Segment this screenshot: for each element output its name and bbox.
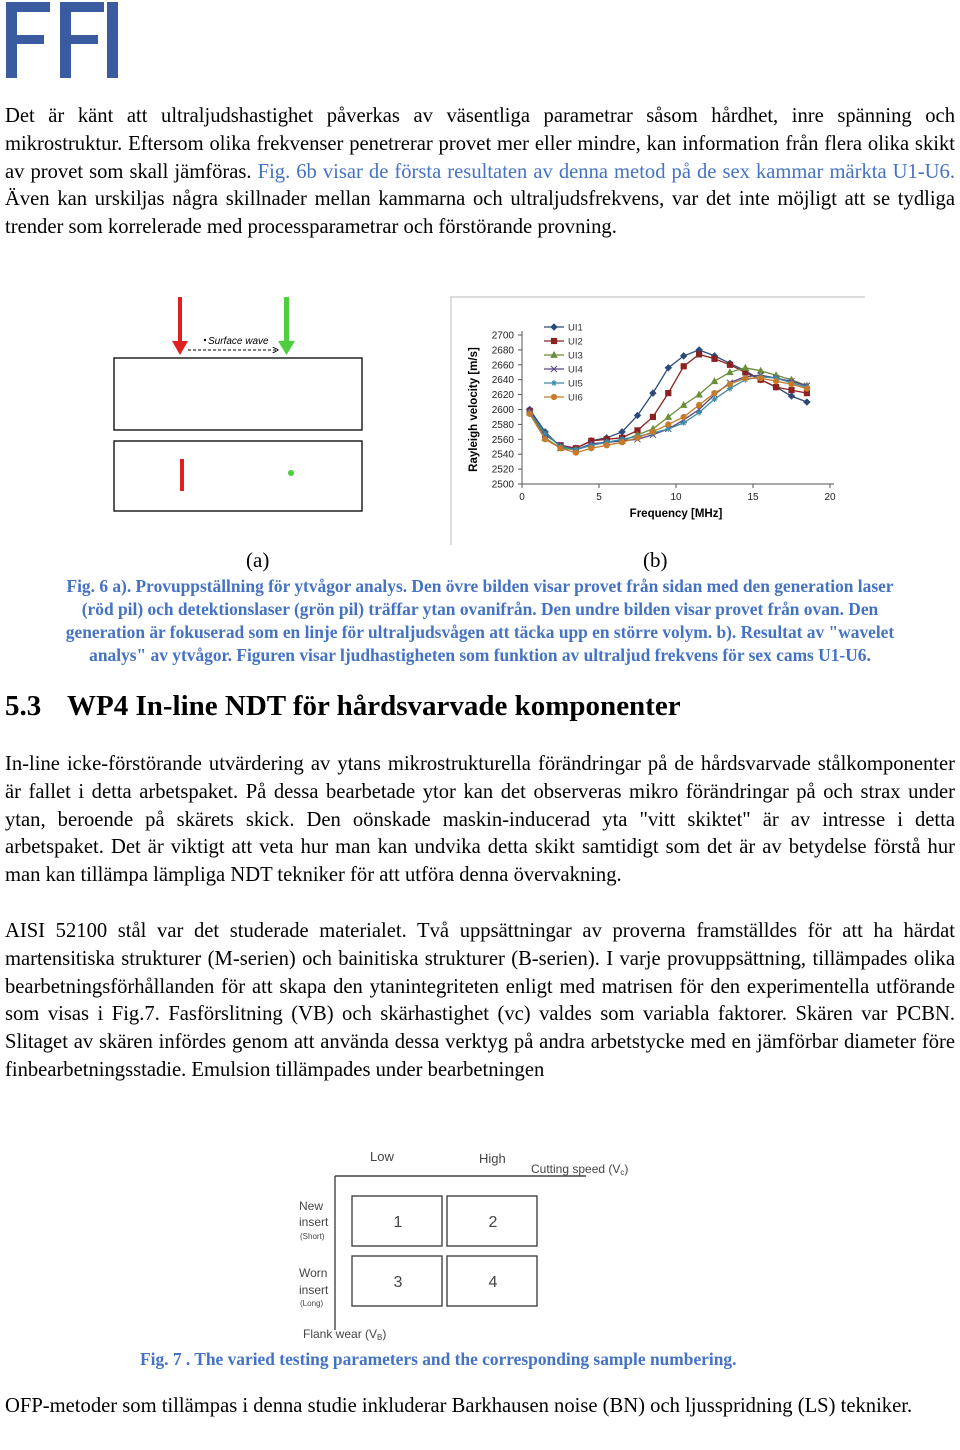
chart-point-ui6 [697,402,702,407]
intro-paragraph [5,103,955,242]
section-title: WP4 In-line NDT för hårdsvarvade komponenter [67,690,681,722]
intro-text-1: Det är känt att ultraljudshastighet påverkas av väsentliga parametrar såsom hårdhet, inre spänning och mikrostruktur. Eftersom olika frekvenser penetrerar provet mer eller mindre, kan information från flera olika skikt av provet som skall jämföras. [5,105,955,183]
fig6b-reference: Fig. 6b visar de första resultaten av denna metod på de sex kammar märkta U1-U6. [257,160,955,183]
chart-point-ui2 [712,356,717,361]
svg-text:insert: insert [299,1215,329,1229]
chart-y-tick-label: 2580 [491,419,514,431]
chart-point-ui1 [789,393,795,399]
fig6b-sublabel: (b) [643,548,668,572]
chart-y-tick-label: 2500 [491,479,514,491]
chart-point-ui2 [774,385,779,390]
legend-marker [551,338,556,343]
legend-label-ui6: UI6 [568,392,583,404]
chart-point-ui6 [727,382,732,387]
chart-point-ui6 [527,411,532,416]
chart-y-tick-label: 2660 [491,360,514,372]
chart-point-ui6 [589,446,594,451]
intro-text-2: Även kan urskiljas några skillnader mellan kammarna och ultraljudsfrekvens, var det inte möjligt att se tydliga trender som korrelerade med processparametrar och förstörande provning. [5,188,955,239]
legend-label-ui5: UI5 [568,378,583,390]
chart-point-ui6 [635,435,640,440]
fig7-col-low: Low [370,1149,394,1164]
svg-text:(Long): (Long) [300,1299,324,1308]
svg-text:New: New [299,1199,324,1213]
chart-point-ui6 [758,376,763,381]
legend-label-ui2: UI2 [568,336,583,348]
fig6-caption-line: Fig. 6 a). Provuppställning för ytvågor analys. Den övre bilden visar provet från sidan med den generation laser [66,576,894,596]
chart-y-tick-label: 2680 [491,345,514,357]
legend-marker [551,324,557,330]
svg-text:(Short): (Short) [300,1232,325,1241]
sample-top-view [114,441,362,511]
chart-point-ui6 [604,443,609,448]
wp4-paragraph: In-line icke-förstörande utvärdering av ytans mikrostrukturella förändringar på de hårdsvarvade stålkomponenter är fallet i detta arbetspaket. På dessa bearbetade ytor kan det observeras mikro förändringar på och strax under ytan, beroende på skärets skick. Den oönskade maskin-inducerad yta "vitt skiktet" är av intresse i detta arbetspaket. Det är viktigt att veta hur man kan undvika detta skikt samtidigt som det är av betydelse förstå hur man kan tillämpa lämpliga NDT tekniker för att utföra denna övervakning. [5,753,955,887]
chart-point-ui6 [543,437,548,442]
chart-y-tick-label: 2540 [491,449,514,461]
chart-y-tick-label: 2620 [491,390,514,402]
chart-point-ui2 [650,414,655,419]
chart-point-ui1 [804,399,810,405]
surface-wave-label: Surface wave [208,336,269,347]
legend-marker [551,394,556,399]
chart-point-ui6 [789,382,794,387]
svg-text:Worn: Worn [299,1266,328,1280]
generation-laser-red-arrow [172,297,188,355]
chart-point-ui6 [774,379,779,384]
chart-point-ui2 [666,391,671,396]
detection-spot-mark [288,470,294,476]
chart-y-tick-label: 2700 [491,330,514,342]
legend-label-ui1: UI1 [568,322,583,334]
material-paragraph: AISI 52100 stål var det studerade materialet. Två uppsättningar av proverna framställdes för att ha härdat martensitiska strukturer (M-serien) och bainitiska strukturer (B-serien). I varje provuppsättning, tillämpades olika bearbetningsförhållanden för att skapa den ytanintegriteten enligt med matrisen för den experimentella utförande som visas i Fig.7. Fasförslitning (VB) och skärhastighet (vc) valdes som variabla faktorer. Skären var PCBN. Slitaget av skären infördes genom att använda dessa verktyg på andra arbetstycke med en jämförbar diameter före finbearbetningsstadie. Emulsion tillämpades under bearbetningen [5,920,955,1081]
chart-y-tick-label: 2520 [491,464,514,476]
fig7-parameter-matrix [290,1140,650,1345]
fig6-caption-line: analys" av ytvågor. Figuren visar ljudhastigheten som funktion av ultraljud frekvens för sex cams U1-U6. [89,645,871,665]
chart-y-axis-label: Rayleigh velocity [m/s] [468,347,480,472]
fig6-caption-line: generation är fokuserad som en linje för ultraljudsvågen att täcka upp en större volym. b). Resultat av "wavelet [65,622,895,642]
legend-label-ui4: UI4 [568,364,583,376]
section-number: 5.3 [5,690,42,722]
chart-y-tick-label: 2600 [491,405,514,416]
legend-label-ui3: UI3 [568,350,583,362]
chart-point-ui3 [742,365,748,370]
fig6a-setup-diagram [108,293,370,515]
chart-point-ui6 [804,386,809,391]
legend-marker [551,380,557,386]
chart-point-ui6 [558,446,563,451]
chart-point-ui6 [620,440,625,445]
svg-text:insert: insert [299,1283,329,1297]
chart-point-ui6 [573,450,578,455]
fig7-cell-4-number: 4 [488,1274,498,1291]
chart-point-ui2 [697,352,702,357]
chart-y-tick-label: 2560 [491,434,514,446]
chart-point-ui3 [712,378,718,383]
chart-point-ui6 [681,414,686,419]
fig7-flank-wear-label: Flank wear (VB) [303,1327,387,1342]
fig7-cell-1-number: 1 [393,1214,403,1231]
section-heading [5,690,681,723]
fig7-row2-label [299,1266,329,1308]
chart-x-tick-label: 20 [824,492,836,503]
chart-x-tick-label: 10 [670,492,682,503]
fig7-cell-3-number: 3 [393,1274,403,1291]
sample-side-view [114,358,362,430]
chart-x-axis-label: Frequency [MHz] [629,508,723,520]
chart-x-tick-label: 15 [747,492,759,503]
chart-x-tick-label: 5 [596,492,602,503]
fig6a-sublabel: (a) [246,548,270,572]
fig7-col-high: High [479,1151,506,1166]
chart-point-ui2 [681,364,686,369]
chart-point-ui2 [789,388,794,393]
fig6b-rayleigh-velocity-chart [450,295,865,545]
chart-point-ui6 [743,376,748,381]
fig7-cell-2-number: 2 [488,1214,498,1231]
chart-y-tick-label: 2640 [491,375,514,387]
chart-point-ui6 [712,391,717,396]
ffi-logo [6,2,118,80]
fig7-cutting-speed-label: Cutting speed (Vc) [531,1162,629,1177]
detection-laser-green-arrow [278,297,295,355]
methods-paragraph: OFP-metoder som tillämpas i denna studie inkluderar Barkhausen noise (BN) och ljusspridning (LS) tekniker. [5,1395,913,1417]
chart-point-ui6 [666,422,671,427]
fig6-caption [5,575,955,667]
chart-x-tick-label: 0 [519,492,525,503]
fig7-row1-label [299,1199,329,1241]
fig6-caption-line: (röd pil) och detektionslaser (grön pil) träffar ytan ovanifrån. Den undre bilden visar provet från ovan. Den [81,599,879,619]
generation-line-mark [180,459,184,491]
chart-point-ui6 [650,429,655,434]
fig7-caption: Fig. 7 . The varied testing parameters and the corresponding sample numbering. [140,1349,737,1369]
chart-point-ui2 [727,362,732,367]
